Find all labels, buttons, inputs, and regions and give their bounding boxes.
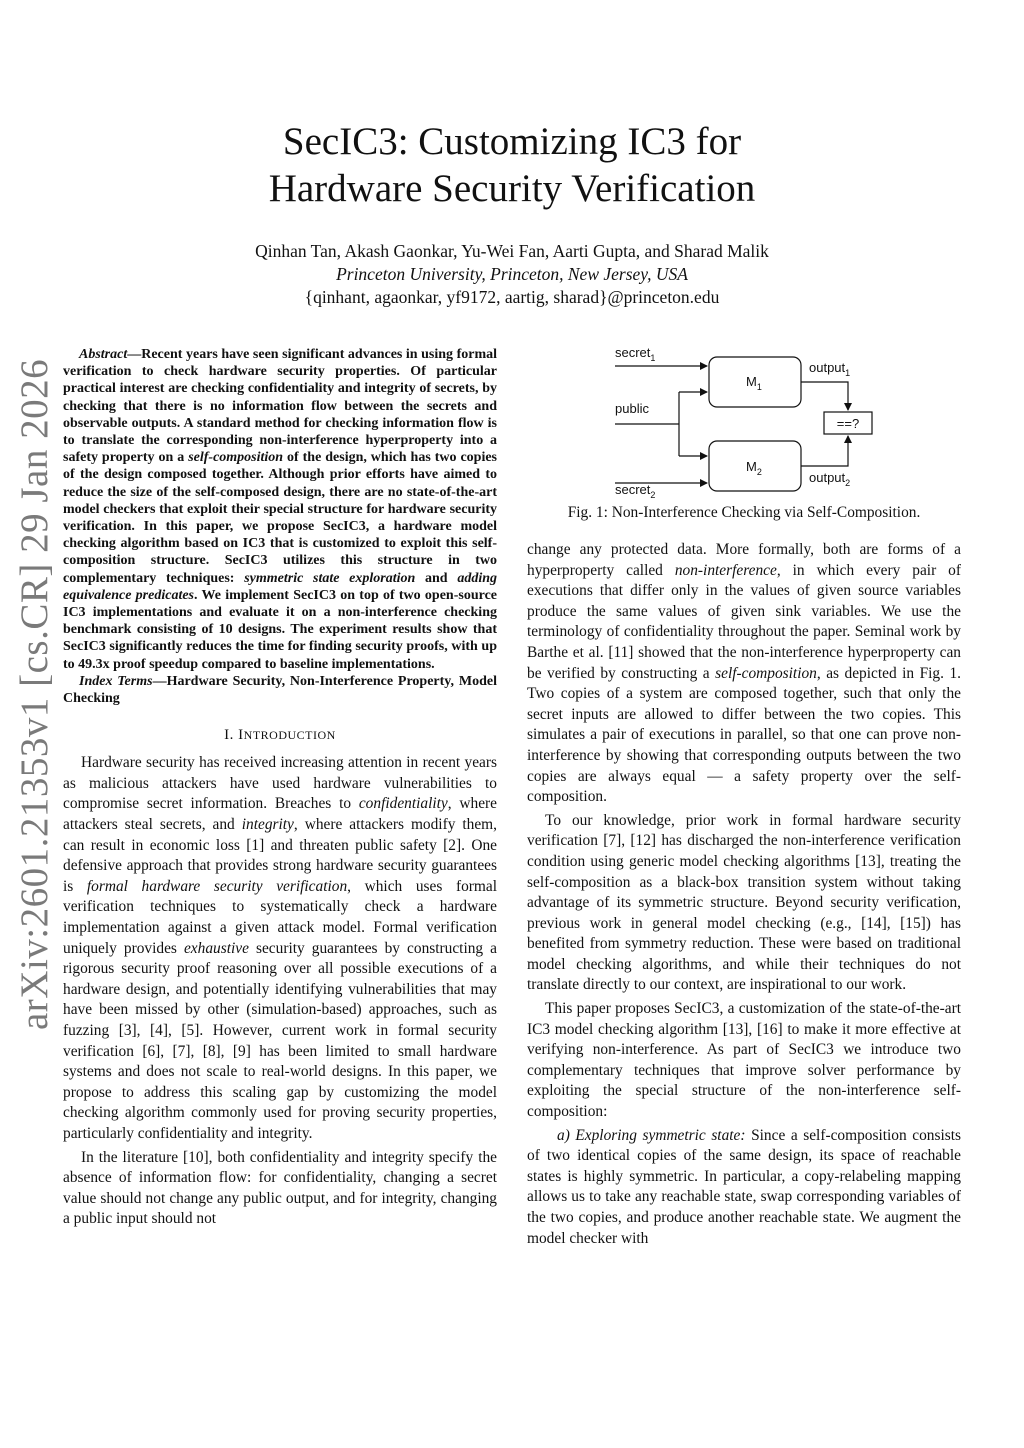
abstract-em-2: symmetric state exploration [244,570,416,586]
section-number: I. [224,727,239,744]
abstract-label: Abstract [79,347,128,362]
intro-p1-text-c: , where attackers modify them, can result in economic loss [1] and threaten public safety [2]. One defensive approach that provides strong hardware security guarantees is [63,816,497,895]
output2-arrow [801,436,848,466]
abstract-text-3: and [415,570,458,586]
title-line-1: SecIC3: Customizing IC3 for [282,120,742,163]
intro-p1-text-b: , where attackers steal secrets, and [63,795,497,834]
right-p1-text-a: change any protected data. More formally, both are forms of a hyperproperty called [527,541,961,579]
index-terms-text: —Hardware Security, Non-Interference Property, Model Checking [63,673,497,707]
intro-p1-em-4: exhaustive [183,939,249,957]
section-title-cap: I [238,727,244,744]
right-p1-em-2: self-composition [715,664,817,682]
abstract-em-3: adding equivalence predicates [63,570,497,603]
author-list: Qinhan Tan, Akash Gaonkar, Yu-Wei Fan, Aarti Gupta, and Sharad Malik [255,241,769,261]
intro-p1-em-3: formal hardware security verification [86,877,348,895]
label-m2: $M_2$ [746,459,762,477]
abstract-text-4: . We implement SecIC3 on top of two open-source IC3 implementations and evaluate it on a non-interference checking benchmark consisting of 10 designs. The experiment results show that SecIC3 significantly reduces the time for finding security proofs, with up to 49.3x proof speedup compared to baseline implementations. [63,587,497,672]
label-public: public [615,401,649,416]
abstract-text-1: —Recent years have seen significant advances in using formal verification to check hardware security properties. Of particular practical interest are checking confidentiality and integrity of secrets, by checking that there is no information flow between the secrets and observable outputs. A standard method for checking information flow is to translate the corresponding non-interference hyperproperty into a safety property on a [63,347,497,466]
abstract-text-2: of the design, which has two copies of the design composed together. Although prior efforts have aimed to reduce the size of the self-composed design, there are no state-of-the-art model checkers that exploit their special structure for hardware security verification. In this paper, we propose SecIC3, a hardware model checking algorithm based on IC3 that is customized to exploit this self-composition structure. SecIC3 utilizes this structure in two complementary techniques: [63,450,497,586]
index-terms-label: Index Terms [79,673,153,689]
author-emails: {qinhant, agaonkar, yf9172, aartig, sharad}@princeton.edu [304,287,720,307]
right-paragraph-3: This paper proposes SecIC3, a customization of the state-of-the-art IC3 model checking algorithm [13], [16] to make it more effective at verifying non-interference. As part of SecIC3 we introduce two complementary techniques that improve solver performance by exploiting the special structure of the non-interference self-composition: [527,1000,961,1121]
output1-arrow [801,382,848,410]
label-output2: output$_2$ [809,470,851,488]
left-column [63,346,497,1233]
figure-caption: Fig. 1: Non-Interference Checking via Self-Composition. [567,504,921,521]
right-paragraph-1 [527,540,961,808]
arxiv-stamp: arXiv:2601.21353v1 [cs.CR] 29 Jan 2026 [13,358,56,1030]
section-heading-introduction [63,727,497,744]
paper-title [150,118,874,212]
intro-paragraph-1 [63,753,497,1144]
intro-p1-em-1: confidentiality [358,795,448,813]
section-title-rest: NTRODUCTION [243,728,336,743]
self-composition-diagram [527,340,961,500]
intro-p1-em-2: integrity [241,816,294,834]
right-p1-em-1: non-interference [674,561,777,579]
intro-p1-text-e: security guarantees by constructing a rigorous security proof reasoning over all possible executions of a hardware design, and potentially identifying vulnerabilities that may have been missed by other (simulation-based) approaches, such as fuzzing [3], [4], [5]. However, current work in formal security verification [6], [7], [8], [9] has been limited to small hardware systems and does not scale to real-world designs. In this paper, we propose to address this scaling gap by customizing the model checking algorithm commonly used for proving security properties, particularly confidentiality and integrity. [63,939,497,1142]
intro-paragraph-2: In the literature [10], both confidentiality and integrity specify the absence of information flow: for confidentiality, changing a secret value should not change any public output, and for integrity, changing a public input should not [63,1148,497,1228]
right-p1-text-b: , in which every pair of executions that differ only in the values of given source variables produce the same values of given sink variables. We use the terminology of confidentiality throughout the paper. Seminal work by Barthe et al. [11] showed that the non-interference hyperproperty can be verified by constructing a [527,561,961,682]
intro-p1-text-d: , which uses formal verification techniques to systematically check a hardware implementation against a given attack model. Formal verification uniquely provides [63,877,497,957]
title-line-2: Hardware Security Verification [268,167,756,210]
intro-p1-text-a: Hardware security has received increasing attention in recent years as malicious attackers have used hardware vulnerabilities to compromise secret information. Breaches to [63,754,497,813]
right-paragraph-2: To our knowledge, prior work in formal hardware security verification [7], [12] has discharged the non-interference verification condition using generic model checking algorithms [13], treating the self-composition as a black-box transition system without taking advantage of its symmetric structure. Beyond security verification, previous work in general model checking (e.g., [14], [15]) has benefited from symmetry reduction. These were based on traditional model checking algorithms, and while their techniques do not translate directly to our context, are inspirational to our work. [527,811,961,994]
right-column [527,540,961,1252]
label-output1: output$_1$ [809,360,851,378]
label-equality: ==? [836,416,860,431]
label-secret1: secret$_1$ [615,345,656,363]
index-terms [63,673,497,707]
label-m1: $M_1$ [746,374,762,392]
abstract-em-1: self-composition [188,450,284,466]
affiliation: Princeton University, Princeton, New Jersey, USA [336,264,688,284]
abstract [63,346,497,673]
label-secret2: secret$_2$ [615,482,656,500]
figure-1 [527,340,961,530]
right-p1-text-c: , as depicted in Fig. 1. Two copies of a system are composed together, such that only the secret inputs are allowed to differ between the two copies. This simulates a pair of executions in parallel, so that one can prove non-interference by showing that corresponding outputs between the two copies are always equal — a safety property over the self-composition. [527,664,961,806]
run-in-heading-symmetric-state: a) Exploring symmetric state: [557,1126,746,1144]
right-p4-text: Since a self-composition consists of two identical copies of the same design, its space of reachable states is highly symmetric. In particular, a copy-relabeling mapping allows us to take any reachable state, swap corresponding variables of the two copies, and produce another reachable state. We augment the model checker with [527,1126,961,1247]
right-paragraph-4 [527,1126,961,1250]
